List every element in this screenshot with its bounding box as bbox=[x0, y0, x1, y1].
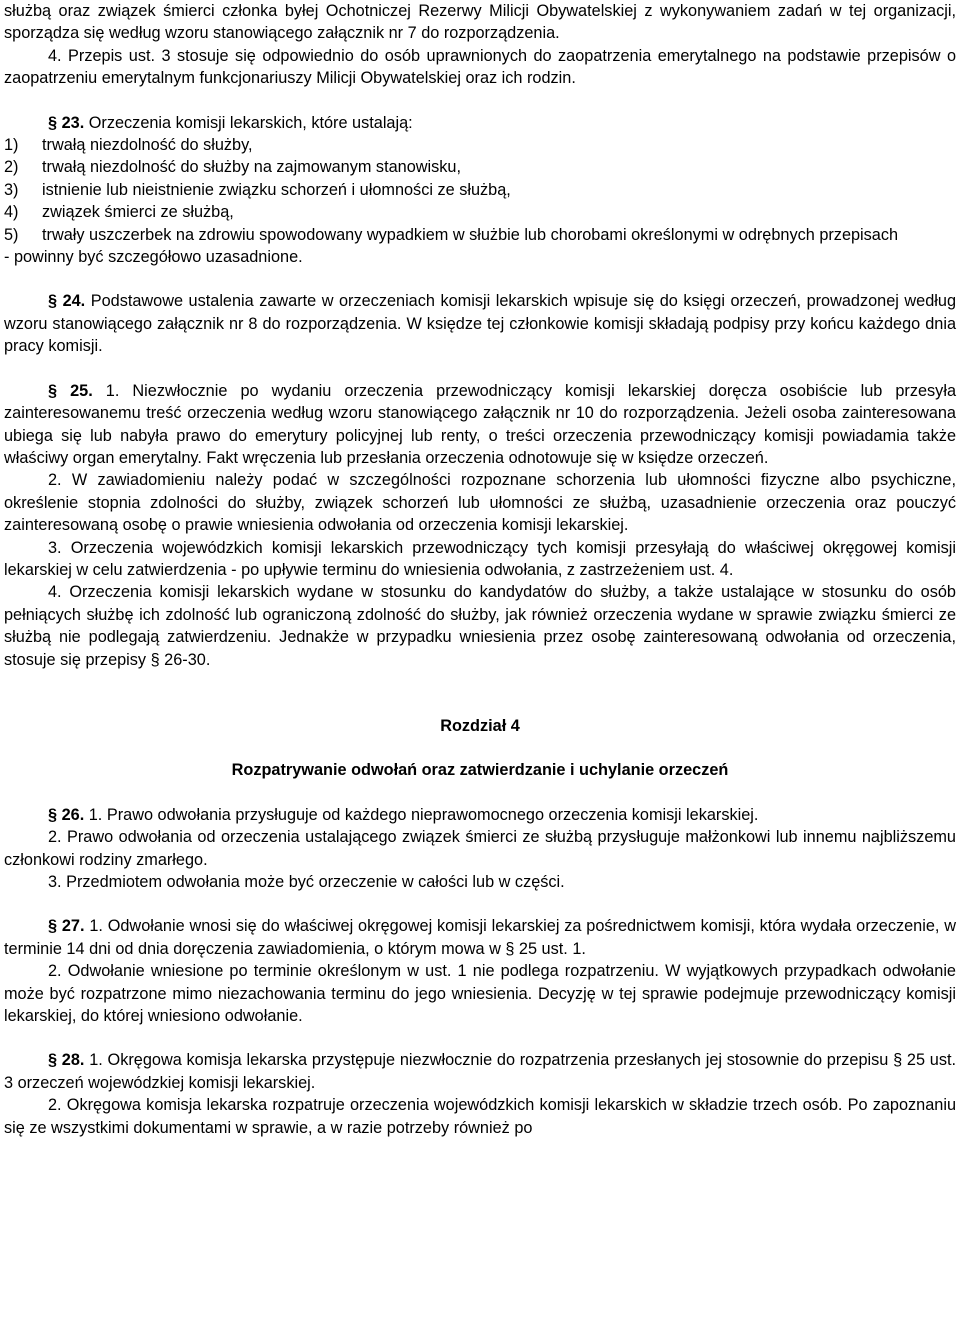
spacer bbox=[4, 737, 956, 759]
section-paragraph: 2. Odwołanie wniesione po terminie określonym w ust. 1 nie podlega rozpatrzeniu. W wyjątkowych przypadkach odwołanie może być rozpatrzone mimo niezachowania terminu do jego wniesienia. Decyzję w tej sprawie podejmuje przewodniczący komisji lekarskiej, do której wniesiono odwołanie. bbox=[4, 962, 956, 1026]
section-paragraph: 3. Przedmiotem odwołania może być orzeczenie w całości lub w części. bbox=[48, 873, 565, 891]
list-item: 5) trwały uszczerbek na zdrowiu spowodowany wypadkiem w służbie lub chorobami określonymi w odrębnych przepisach bbox=[4, 225, 899, 244]
section-number: § 26. bbox=[48, 805, 85, 824]
section-paragraph: 2. Okręgowa komisja lekarska rozpatruje orzeczenia wojewódzkich komisji lekarskich w składzie trzech osób. Po zapoznaniu się ze wszystkimi dokumentami w sprawie, a w razie potrzeby również po bbox=[4, 1096, 956, 1137]
section-23 bbox=[4, 112, 956, 269]
spacer bbox=[4, 358, 956, 380]
section-tail: - powinny być szczegółowo uzasadnione. bbox=[4, 248, 303, 267]
intro-paragraph: służbą oraz związek śmierci członka byłej Ochotniczej Rezerwy Milicji Obywatelskiej z wykonywaniem zadań w tej organizacji, sporządza się według wzoru stanowiącego załącznik nr 7 do rozporządzenia. bbox=[4, 2, 956, 43]
section-28 bbox=[4, 1049, 956, 1139]
section-paragraph: 1. Niezwłocznie po wydaniu orzeczenia przewodniczący komisji lekarskiej doręcza osobiście lub przesyła zainteresowanemu treść orzeczenia według wzoru stanowiącego załącznik nr 10 do rozporządzenia. Jeżeli osoba zainteresowana ubiega się lub nabyła prawo do emerytury policyjnej lub renty, o treści orzeczenia przewodniczący komisji powiadamia także właściwy organ emerytalny. Fakt wręczenia lub przesłania orzeczenia odnotowuje się w księdze orzeczeń. bbox=[4, 381, 956, 467]
section-number: § 24. bbox=[48, 292, 86, 311]
list-item: 2) trwałą niezdolność do służby na zajmowanym stanowisku, bbox=[4, 158, 461, 177]
spacer bbox=[4, 1027, 956, 1049]
section-paragraph: 4. Orzeczenia komisji lekarskich wydane w stosunku do kandydatów do służby, a także ustalające w stosunku do osób pełniących służbę ich zdolność lub ograniczoną zdolność do służby, jak również orzeczenia wydane w sprawie związku śmierci ze służbą nie podlegają zatwierdzeniu. Jednakże w przypadku wniesienia przez osobę zainteresowaną odwołania od orzeczenia, stosuje się przepisy § 26-30. bbox=[4, 583, 956, 669]
section-number: § 25. bbox=[48, 381, 93, 400]
section-number: § 28. bbox=[48, 1051, 85, 1070]
section-number: § 23. bbox=[48, 113, 85, 132]
list-item: 3) istnienie lub nieistnienie związku schorzeń i ułomności ze służbą, bbox=[4, 180, 511, 199]
intro-paragraph: 4. Przepis ust. 3 stosuje się odpowiednio do osób uprawnionych do zaopatrzenia emerytalnego na podstawie przepisów o zaopatrzeniu emerytalnym funkcjonariuszy Milicji Obywatelskiej oraz ich rodzin. bbox=[4, 46, 956, 88]
section-26 bbox=[4, 804, 956, 894]
spacer bbox=[4, 90, 956, 112]
section-27 bbox=[4, 915, 956, 1027]
list-item: 4) związek śmierci ze służbą, bbox=[4, 203, 234, 222]
section-paragraph: 1. Odwołanie wnosi się do właściwej okręgowej komisji lekarskiej za pośrednictwem komisji, która wydała orzeczenie, w terminie 14 dni od dnia doręczenia zawiadomienia, o którym mowa w § 25 ust. 1. bbox=[4, 917, 956, 958]
section-paragraph: 3. Orzeczenia wojewódzkich komisji lekarskich przewodniczący tych komisji przesyłają do właściwej okręgowej komisji lekarskiej w celu zatwierdzenia - po upływie terminu do wniesienia odwołania, z zastrzeżeniem ust. 4. bbox=[4, 538, 956, 579]
spacer bbox=[4, 782, 956, 804]
spacer bbox=[4, 671, 956, 693]
section-paragraph: 1. Okręgowa komisja lekarska przystępuje niezwłocznie do rozpatrzenia przesłanych jej stosownie do przepisu § 25 ust. 3 orzeczeń wojewódzkiej komisji lekarskiej. bbox=[4, 1051, 957, 1092]
section-lead: Orzeczenia komisji lekarskich, które ustalają: bbox=[88, 113, 413, 132]
spacer bbox=[4, 268, 956, 290]
section-number: § 27. bbox=[48, 917, 85, 936]
spacer bbox=[4, 893, 956, 915]
section-24 bbox=[4, 290, 956, 357]
section-paragraph: 2. Prawo odwołania od orzeczenia ustalającego związek śmierci ze służbą przysługuje małżonkowi lub innemu najbliższemu członkowi rodziny zmarłego. bbox=[4, 828, 956, 869]
section-paragraph: 1. Prawo odwołania przysługuje od każdego nieprawomocnego orzeczenia komisji lekarskiej. bbox=[88, 805, 759, 824]
list-item: 1) trwałą niezdolność do służby, bbox=[4, 136, 253, 155]
chapter-number: Rozdział 4 bbox=[440, 716, 520, 735]
section-paragraph: 2. W zawiadomieniu należy podać w szczególności rozpoznane schorzenia lub ułomności fizyczne albo psychiczne, określenie stopnia zdolności do służby, związek schorzeń lub ułomności ze służbą, uzasadnienie orzeczenia oraz pouczyć zainteresowaną osobę o prawie wniesienia odwołania od orzeczenia komisji lekarskiej. bbox=[4, 471, 956, 535]
section-25 bbox=[4, 380, 956, 671]
spacer bbox=[4, 693, 956, 715]
section-text: Podstawowe ustalenia zawarte w orzeczeniach komisji lekarskich wpisuje się do księgi orzeczeń, prowadzonej według wzoru stanowiącego załącznik nr 8 do rozporządzenia. W księdze tej członkowie komisji składają podpisy przy końcu każdego dnia pracy komisji. bbox=[4, 292, 956, 356]
chapter-title: Rozpatrywanie odwołań oraz zatwierdzanie i uchylanie orzeczeń bbox=[231, 761, 729, 780]
